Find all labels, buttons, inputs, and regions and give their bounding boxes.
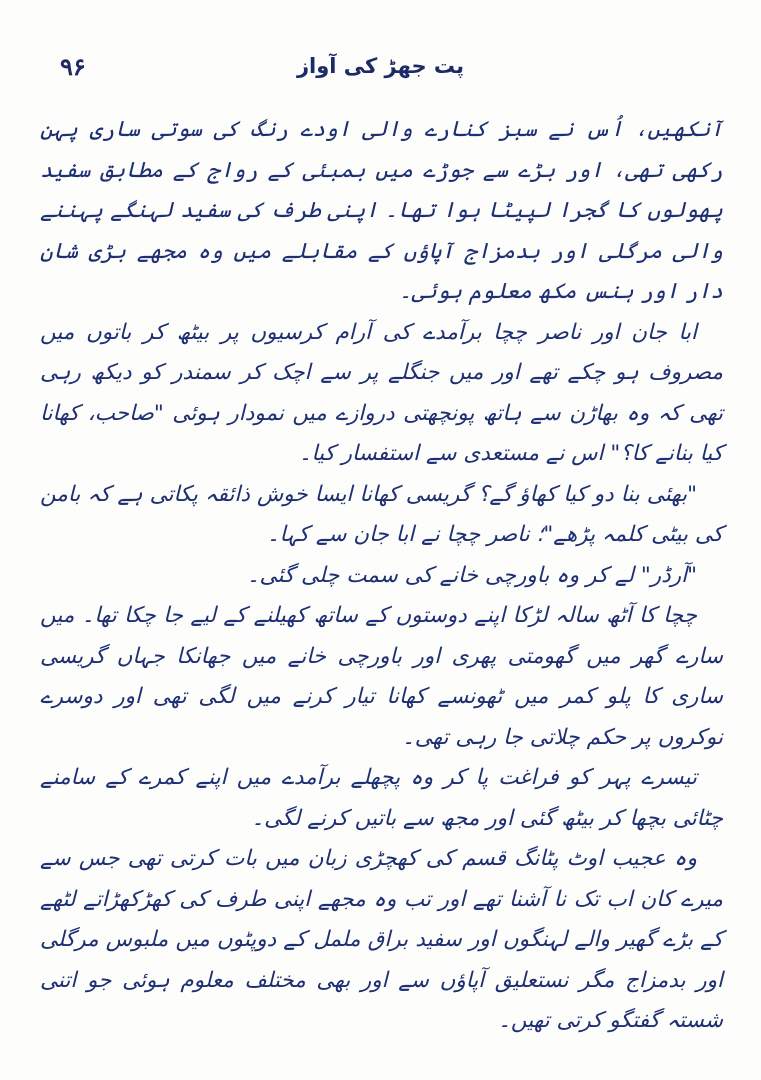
running-title: پت جھڑ کی آواز	[296, 54, 465, 78]
paragraph-4: "آرڈر" لے کر وہ باورچی خانے کی سمت چلی گئی۔	[246, 562, 697, 588]
page-header	[60, 52, 701, 92]
paragraph-2: ابا جان اور ناصر چچا برآمدے کی آرام کرسیوں پر بیٹھ کر باتوں میں مصروف ہو چکے تھے اور میں جنگلے پر سے اچک کر سمندر کو دیکھ رہی تھی کہ وہ بھاڑن سے ہاتھ پونچھتی دروازے میں نمودار ہوئی "صاحب، کھانا کیا بنانے کا؟" اس نے مستعدی سے استفسار کیا۔	[40, 319, 723, 466]
body-text	[40, 110, 723, 1042]
paragraph-1: آنکھیں، اُس نے سبز کنارے والی اودے رنگ کی سوتی ساری پہن رکھی تھی، اور بڑے سے جوڑے میں بمبئی کے رواج کے مطابق سفید پھولوں کا گجرا لپیٹا ہوا تھا۔ اپنی طرف کی سفید لہنگے پہننے والی مرگلی اور بدمزاج آپاؤں کے مقابلے میں وہ مجھے بڑی شان دار اور ہنس مکھ معلوم ہوئی۔	[40, 117, 723, 304]
paragraph-7: وہ عجیب اوٹ پٹانگ قسم کی کھچڑی زبان میں بات کرتی تھی جس سے میرے کان اب تک نا آشنا تھے اور تب وہ مجھے اپنی طرف کی کھڑکھڑاتے لٹھے کے بڑے گھیر والے لہنگوں اور سفید براق ململ کے دوپٹوں میں ملبوس مرگلی اور بدمزاج مگر نستعلیق آپاؤں سے اور بھی مختلف معلوم ہوئی جو اتنی شستہ گفتگو کرتی تھیں۔	[40, 846, 723, 1033]
paragraph-5: چچا کا آٹھ سالہ لڑکا اپنے دوستوں کے ساتھ کھیلنے کے لیے جا چکا تھا۔ میں سارے گھر میں گھومتی پھری اور باورچی خانے میں جھانکا جہاں گریسی ساری کا پلو کمر میں ٹھونسے کھانا تیار کرنے میں لگی تھی اور دوسرے نوکروں پر حکم چلاتی جا رہی تھی۔	[40, 603, 723, 750]
paragraph-3: "بھئی بنا دو کیا کھاؤ گے؟ گریسی کھانا ایسا خوش ذائقہ پکاتی ہے کہ بامن کی بیٹی کلمہ پڑھے"؛ ناصر چچا نے ابا جان سے کہا۔	[40, 481, 723, 547]
paragraph-6: تیسرے پہر کو فراغت پا کر وہ پچھلے برآمدے میں اپنے کمرے کے سامنے چٹائی بچھا کر بیٹھ گئی اور مجھ سے باتیں کرنے لگی۔	[40, 765, 723, 831]
page-number: ۹۶	[60, 52, 86, 81]
